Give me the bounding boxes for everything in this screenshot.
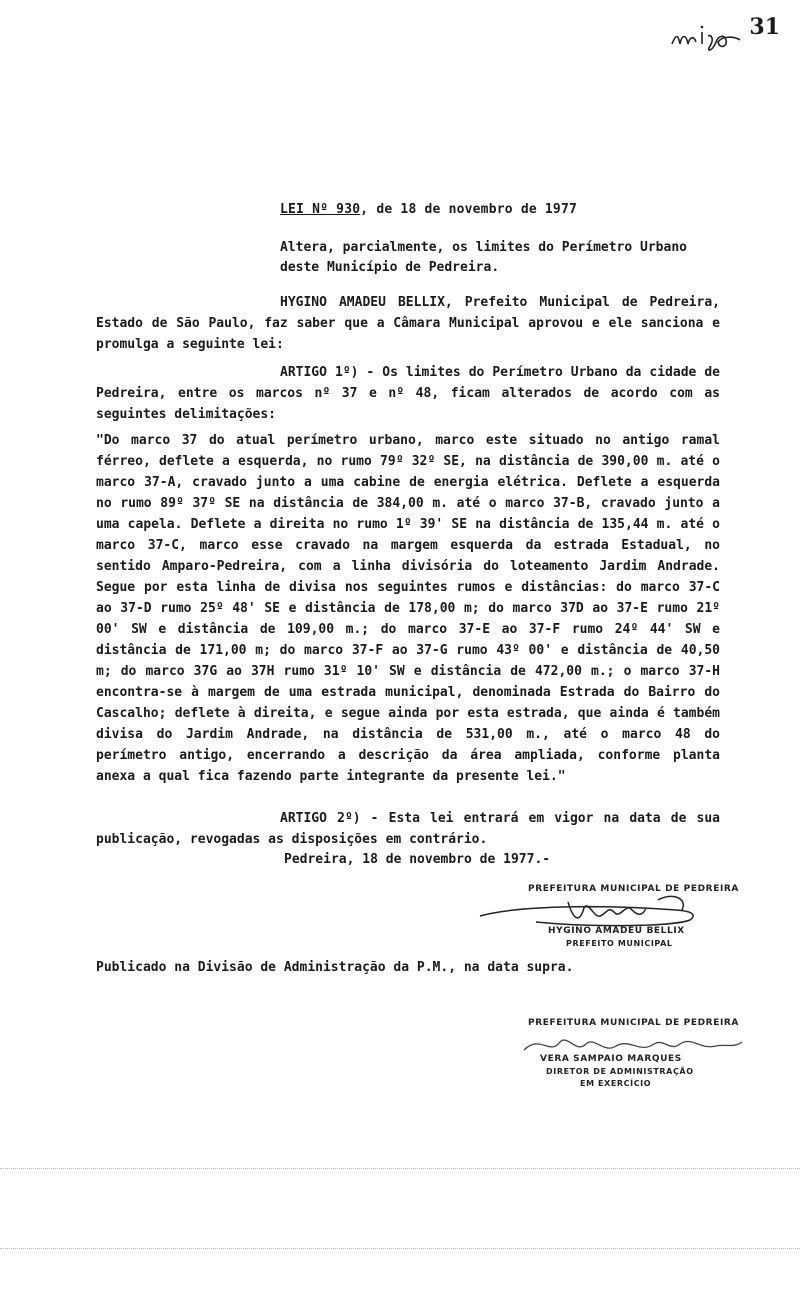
law-ementa: Altera, parcialmente, os limites do Perímetro Urbano deste Município de Pedreira. xyxy=(280,240,687,275)
admin-name: VERA SAMPAIO MARQUES xyxy=(540,1054,682,1064)
scan-artifact-line xyxy=(0,1248,800,1249)
article-2: ARTIGO 2º) - Esta lei entrará em vigor na data de sua publicação, revogadas as disposições em contrário. xyxy=(96,811,720,847)
admin-role: DIRETOR DE ADMINISTRAÇÃO xyxy=(546,1067,694,1076)
law-date: , de 18 de novembro de 1977 xyxy=(360,202,578,217)
publication-note: Publicado na Divisão de Administração da P.M., na data supra. xyxy=(96,960,574,975)
mayor-stamp-org: PREFEITURA MUNICIPAL DE PEDREIRA xyxy=(528,884,739,894)
admin-role-status: EM EXERCÍCIO xyxy=(580,1079,652,1088)
mayor-name: HYGINO AMADEU BELLIX xyxy=(548,926,685,936)
admin-stamp-org: PREFEITURA MUNICIPAL DE PEDREIRA xyxy=(528,1018,739,1028)
handwritten-initials xyxy=(668,16,768,56)
mayor-role: PREFEITO MUNICIPAL xyxy=(566,939,673,948)
scan-artifact-line xyxy=(0,1168,800,1169)
perimeter-description: "Do marco 37 do atual perímetro urbano, marco este situado no antigo ramal férreo, deflete a esquerda, no rumo 79º 32º SE, na distância de 390,00 m. até o marco 37-A, cravado junto a uma cabine de energia elétrica. Deflete a esquerda no rumo 89º 37º SE na distância de 384,00 m. até o marco 37-B, cravado junto a uma capela. Deflete a direita no rumo 1º 39' SE na distância de 135,44 m. até o marco 37-C, marco esse cravado na margem esquerda da estrada Estadual, no sentido Amparo-Pedreira, com a linha divisória do loteamento Jardim Andrade. Segue por esta linha de divisa nos seguintes rumos e distâncias: do marco 37-C ao 37-D rumo 25º 48' SE e distância de 178,00 m; do marco 37D ao 37-E rumo 21º 00' SW e distância de 109,00 m.; do marco 37-E ao 37-F rumo 24º 44' SW e distância de 171,00 m; do marco 37-F ao 37-G rumo 43º 00' e distância de 40,50 m; do marco 37G ao 37H rumo 31º 10' SW e distância de 472,00 m.; o marco 37-H encontra-se à margem de uma estrada municipal, denominada Estrada do Bairro do Cascalho; deflete à direita, e segue ainda por esta estrada, que ainda é também divisa do Jardim Andrade, na distância de 531,00 m., até o marco 48 do perímetro antigo, encerrando a descrição da área ampliada, conforme planta anexa a qual fica fazendo parte integrante da presente lei." xyxy=(96,433,720,784)
page-number: 31 xyxy=(749,14,780,40)
article-1: ARTIGO 1º) - Os limites do Perímetro Urbano da cidade de Pedreira, entre os marcos nº 37 e nº 48, ficam alterados de acordo com as seguintes delimitações: xyxy=(96,365,720,422)
place-and-date: Pedreira, 18 de novembro de 1977.- xyxy=(284,852,551,867)
law-title xyxy=(280,202,577,217)
law-number: LEI Nº 930 xyxy=(280,202,361,217)
intro-paragraph: HYGINO AMADEU BELLIX, Prefeito Municipal de Pedreira, Estado de São Paulo, faz saber que a Câmara Municipal aprovou e ele sanciona e promulga a seguinte lei: xyxy=(96,295,720,352)
